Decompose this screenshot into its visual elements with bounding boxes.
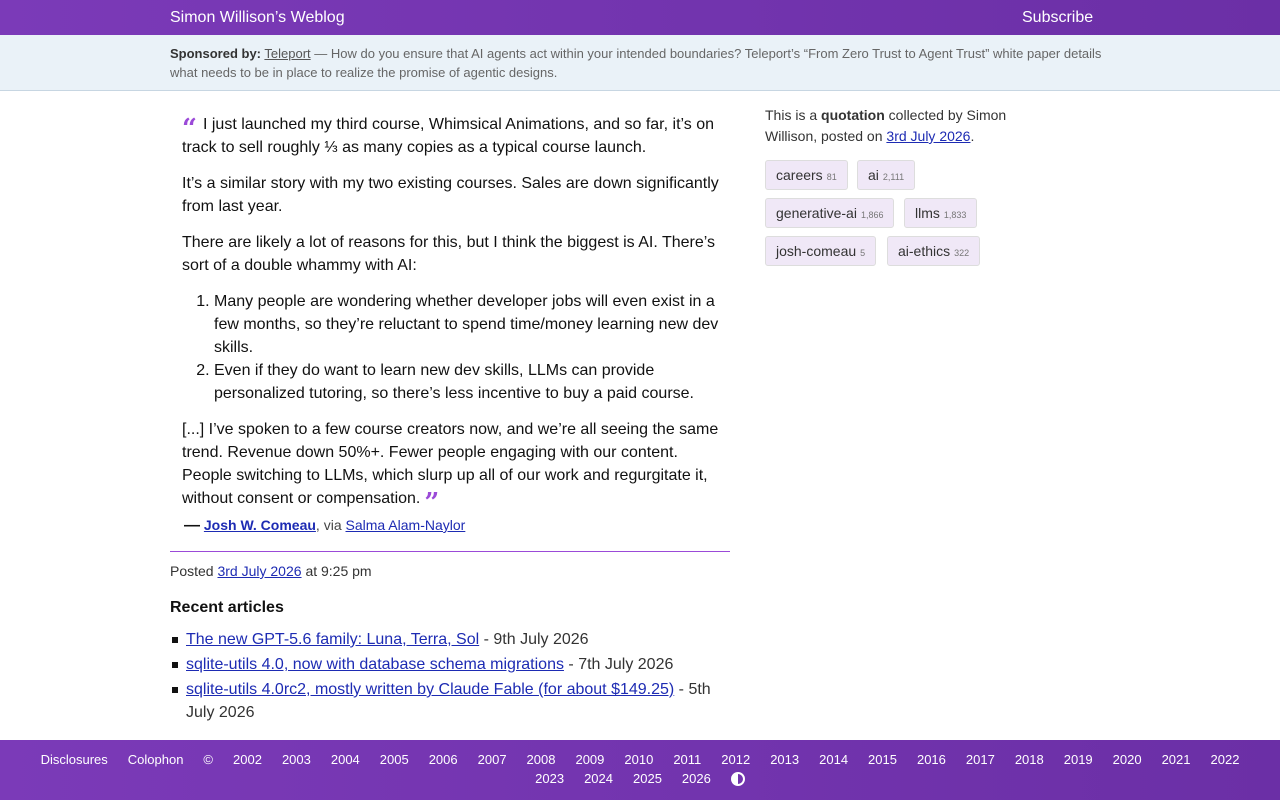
sponsor-text xyxy=(170,44,1110,82)
quote-text: I just launched my third course, Whimsical Animations, and so far, it’s on track to sell roughly ⅓ as many copies as a typical course launch. xyxy=(182,116,715,156)
year-link-2018[interactable]: 2018 xyxy=(1014,752,1044,767)
site-footer xyxy=(0,740,1280,800)
year-link-2026[interactable]: 2026 xyxy=(681,771,711,786)
year-link-2009[interactable]: 2009 xyxy=(575,752,605,767)
meta-prefix: This is a xyxy=(765,107,818,123)
tag-label: ai xyxy=(868,167,879,183)
year-link-2002[interactable]: 2002 xyxy=(233,752,262,767)
list-item xyxy=(170,653,730,676)
list-item xyxy=(170,678,730,724)
cite-comma: , xyxy=(315,517,320,533)
tag-count: 2,111 xyxy=(882,172,905,182)
posted-time: at 9:25 pm xyxy=(305,563,372,579)
recent-article-date: - 7th July 2026 xyxy=(563,656,674,673)
tag-generative-ai[interactable] xyxy=(765,198,894,228)
colophon-link[interactable]: Colophon xyxy=(127,752,184,767)
cite-dash: — xyxy=(184,517,200,534)
sponsor-description: — How do you ensure that AI agents act within your intended boundaries? Teleport’s “From Zero Trust to Agent Trust” white paper details what needs to be in place to realize the promise of agentic designs. xyxy=(170,46,1102,80)
sidebar xyxy=(765,105,1045,259)
year-link-2008[interactable]: 2008 xyxy=(526,752,556,767)
site-header xyxy=(0,0,1280,35)
year-link-2023[interactable]: 2023 xyxy=(535,771,565,786)
sponsor-banner xyxy=(0,35,1280,91)
disclosures-link[interactable]: Disclosures xyxy=(40,752,108,767)
year-link-2016[interactable]: 2016 xyxy=(916,752,946,767)
posted-prefix: Posted xyxy=(170,563,214,579)
quotation-block xyxy=(182,113,722,523)
quote-list xyxy=(214,290,722,405)
posted-date-link[interactable]: 3rd July 2026 xyxy=(217,563,302,579)
year-link-2004[interactable]: 2004 xyxy=(330,752,360,767)
year-link-2006[interactable]: 2006 xyxy=(428,752,458,767)
quote-list-item: 2. Even if they do want to learn new dev skills, LLMs can provide personalized tutoring, so there’s less incentive to buy a paid course. xyxy=(214,359,722,405)
quote-paragraph: It’s a similar story with my two existing courses. Sales are down significantly from last year. xyxy=(182,175,719,215)
tag-ai-ethics[interactable] xyxy=(887,236,980,266)
tag-label: josh-comeau xyxy=(776,243,857,259)
year-link-2007[interactable]: 2007 xyxy=(477,752,507,767)
recent-article-link[interactable]: sqlite-utils 4.0rc2, mostly written by Claude Fable (for about $149.25) xyxy=(186,681,675,698)
year-link-2011[interactable]: 2011 xyxy=(673,752,702,767)
subscribe-link[interactable]: Subscribe xyxy=(1022,9,1094,26)
tag-count: 5 xyxy=(860,248,866,258)
year-link-2005[interactable]: 2005 xyxy=(379,752,409,767)
year-link-2022[interactable]: 2022 xyxy=(1210,752,1240,767)
author-link[interactable]: Josh W. Comeau xyxy=(203,517,316,533)
contrast-icon[interactable] xyxy=(731,772,745,786)
tag-label: generative-ai xyxy=(776,205,857,221)
year-link-2010[interactable]: 2010 xyxy=(624,752,654,767)
recent-article-date: - 5th July 2026 xyxy=(186,681,711,721)
year-link-2020[interactable]: 2020 xyxy=(1112,752,1142,767)
quote-paragraph: There are likely a lot of reasons for this, but I think the biggest is AI. There’s sort of a double whammy with AI: xyxy=(182,234,716,274)
recent-article-link[interactable]: sqlite-utils 4.0, now with database schema migrations xyxy=(186,656,564,673)
year-link-2019[interactable]: 2019 xyxy=(1063,752,1093,767)
quote-citation xyxy=(184,517,465,535)
divider xyxy=(170,551,730,552)
tag-ai[interactable] xyxy=(857,160,915,190)
recent-article-date: - 9th July 2026 xyxy=(479,631,589,648)
recent-articles-list xyxy=(170,628,730,726)
via-label: via xyxy=(323,517,342,533)
quote-text: [...] I’ve spoken to a few course creators now, and we’re all seeing the same trend. Revenue down 50%+. Fewer people engaging with our content. People switching to LLMs, which slurp up all of our work and regurgitate it, without consent or compensation. xyxy=(182,421,719,507)
meta-collected-by: collected by Simon Willison, posted on xyxy=(765,107,1007,144)
close-quote-icon: ” xyxy=(424,488,440,518)
via-link[interactable]: Salma Alam-Naylor xyxy=(345,517,466,533)
copyright-symbol: © xyxy=(203,752,214,767)
tag-label: ai-ethics xyxy=(898,243,951,259)
quote-paragraph xyxy=(182,113,722,159)
tag-label: llms xyxy=(915,205,940,221)
sponsor-label: Sponsored by: xyxy=(170,46,262,61)
sponsor-link[interactable]: Teleport xyxy=(264,46,311,61)
year-link-2014[interactable]: 2014 xyxy=(819,752,849,767)
recent-article-link[interactable]: The new GPT-5.6 family: Luna, Terra, Sol xyxy=(186,631,480,648)
tag-count: 81 xyxy=(826,172,837,182)
year-link-2013[interactable]: 2013 xyxy=(770,752,800,767)
meta-period: . xyxy=(970,128,975,144)
year-link-2012[interactable]: 2012 xyxy=(721,752,751,767)
site-title-link[interactable]: Simon Willison’s Weblog xyxy=(170,9,345,26)
tag-llms[interactable] xyxy=(904,198,977,228)
list-item xyxy=(170,628,730,651)
tag-count: 322 xyxy=(954,248,970,258)
tag-count: 1,866 xyxy=(860,210,884,220)
year-link-2021[interactable]: 2021 xyxy=(1161,752,1191,767)
footer-links xyxy=(0,750,1280,788)
meta-type: quotation xyxy=(821,107,885,123)
tag-careers[interactable] xyxy=(765,160,848,190)
open-quote-icon: “ xyxy=(182,114,197,144)
year-link-2024[interactable]: 2024 xyxy=(584,771,613,786)
year-link-2017[interactable]: 2017 xyxy=(965,752,995,767)
quote-list-item: 1. Many people are wondering whether developer jobs will even exist in a few months, so they’re reluctant to spend time/money learning new dev skills. xyxy=(214,290,722,359)
tag-count: 1,833 xyxy=(943,210,967,220)
year-link-2025[interactable]: 2025 xyxy=(633,771,662,786)
year-link-2015[interactable]: 2015 xyxy=(868,752,897,767)
tag-josh-comeau[interactable] xyxy=(765,236,876,266)
meta-date-link[interactable]: 3rd July 2026 xyxy=(886,128,971,144)
tag-label: careers xyxy=(776,167,823,183)
quote-paragraph xyxy=(182,418,722,518)
posted-line xyxy=(170,563,372,579)
year-link-2003[interactable]: 2003 xyxy=(281,752,311,767)
quotation-meta xyxy=(765,105,1045,147)
recent-articles-heading: Recent articles xyxy=(170,599,284,616)
